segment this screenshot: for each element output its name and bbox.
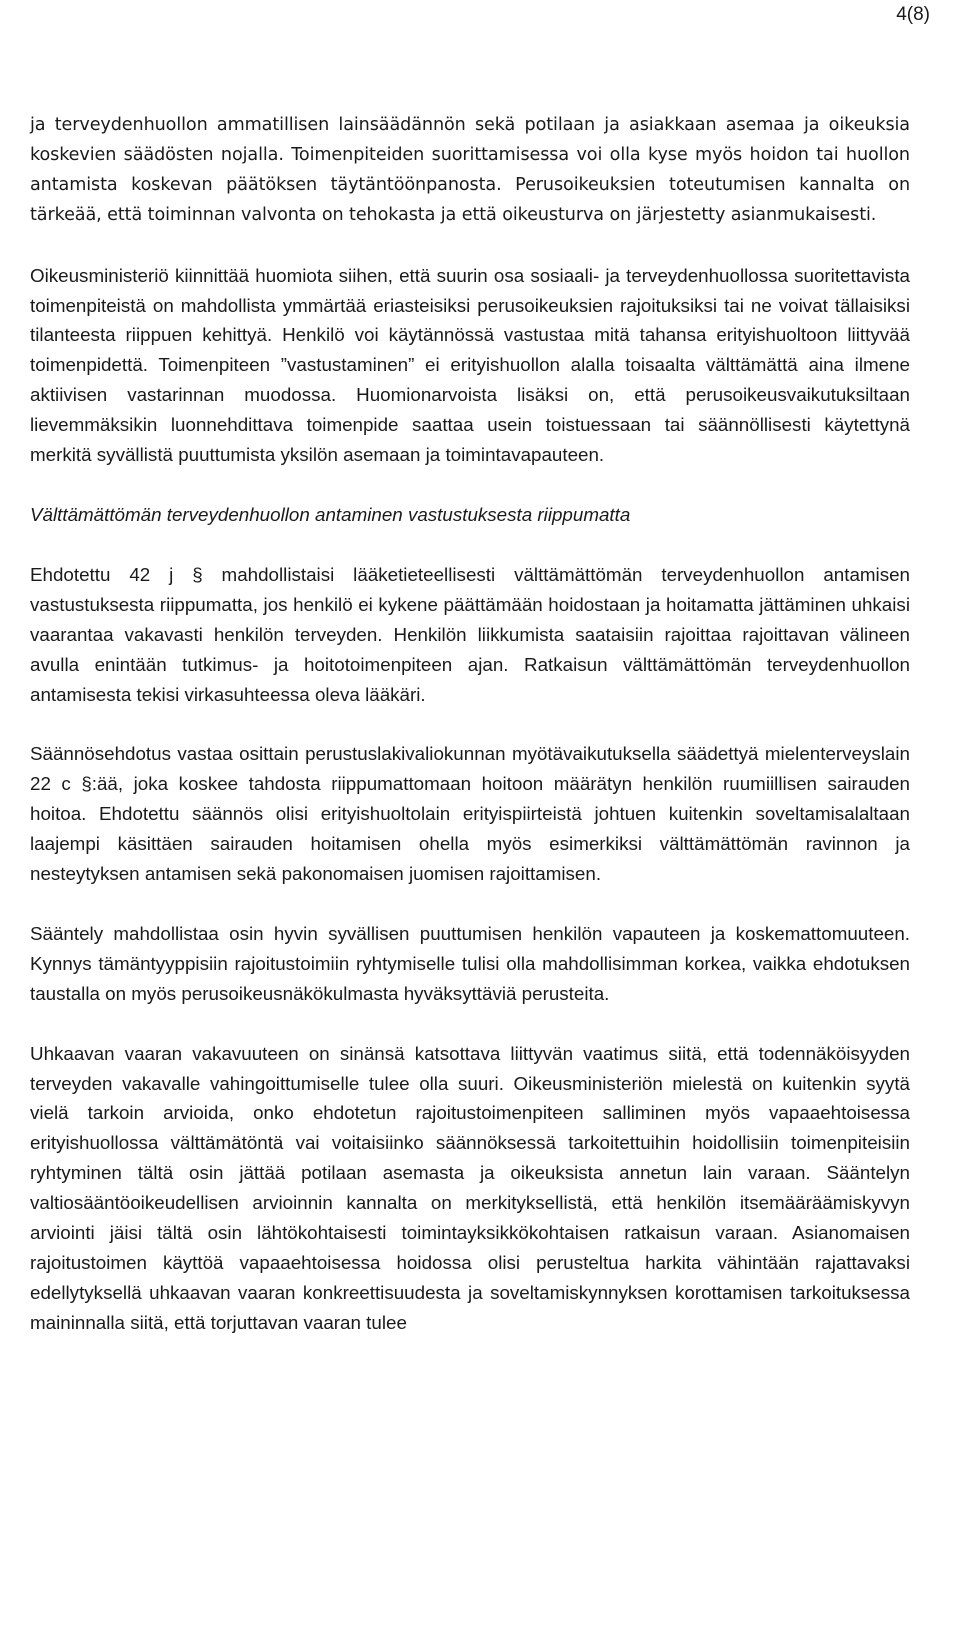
page-number: 4(8) <box>896 4 930 25</box>
paragraph-mental-health-law: Säännösehdotus vastaa osittain perustuslakivaliokunnan myötävaikutuksella säädettyä mielenterveyslain 22 c §:ää, joka koskee tahdosta riippumattomaan hoitoon määrätyn henkilön ruumiillisen sairauden hoitoa. Ehdotettu säännös olisi erityishuoltolain erityispiirteistä johtuen kuitenkin soveltamisalaltaan laajempi käsittäen sairauden hoitamisen ohella myös esimerkiksi välttämättömän ravinnon ja nesteytyksen antamisen sekä pakonomaisen juomisen rajoittamisen. <box>30 743 910 885</box>
section-heading: Välttämättömän terveydenhuollon antaminen vastustuksesta riippumatta <box>30 503 631 525</box>
paragraph-regulation: Sääntely mahdollistaa osin hyvin syvällisen puuttumisen henkilön vapauteen ja koskemattomuuteen. Kynnys tämäntyyppisiin rajoitustoimiin ryhtymiselle tulisi olla mahdollisimman korkea, vaikka ehdotuksen taustalla on myös perusoikeusnäkökulmasta hyväksyttäviä perusteita. <box>30 922 910 1004</box>
paragraph-threat-assessment: Uhkaavan vaaran vakavuuteen on sinänsä katsottava liittyvän vaatimus siitä, että todennäköisyyden terveyden vakavalle vahingoittumiselle tulee olla suuri. Oikeusministeriön mielestä on kuitenkin syytä vielä tarkoin arvioida, onko ehdotetun rajoitustoimenpiteen salliminen myös vapaaehtoisessa erityishuollossa välttämätöntä vai voitaisiinko säännöksessä tarkoitettuihin hoidollisiin toimenpiteisiin ryhtyminen tältä osin jättää potilaan asemasta ja oikeuksista annetun lain varaan. Sääntelyn valtiosääntöoikeudellisen arvioinnin kannalta on merkityksellistä, että henkilön itsemääräämiskyvyn arviointi jäisi tältä osin lähtökohtaisesti toimintayksikkökohtaisen ratkaisun varaan. Asianomaisen rajoitustoimen käyttöä vapaaehtoisessa hoidossa olisi perusteltua harkita vähintään rajattavaksi edellytyksellä uhkaavan vaaran konkreettisuudesta ja soveltamiskynnyksen korottamisen tarkoituksessa maininnalla siitä, että torjuttavan vaaran tulee <box>30 1042 910 1333</box>
paragraph-proposal: Ehdotettu 42 j § mahdollistaisi lääketieteellisesti välttämättömän terveydenhuollon antamisen vastustuksesta riippumatta, jos henkilö ei kykene päättämään hoidostaan ja hoitamatta jättäminen uhkaisi vaarantaa vakavasti henkilön terveyden. Henkilön liikkumista saataisiin rajoittaa rajoittavan välineen avulla enintään tutkimus- ja hoitotoimenpiteen ajan. Ratkaisun välttämättömän terveydenhuollon antamisesta tekisi virkasuhteessa oleva lääkäri. <box>30 563 910 705</box>
paragraph-legislation: ja terveydenhuollon ammatillisen lainsäädännön sekä potilaan ja asiakkaan asemaa ja oikeuksia koskevien säädösten nojalla. Toimenpiteiden suorittamisessa voi olla kyse myös hoidon tai huollon antamista koskevan päätöksen täytäntöönpanosta. Perusoikeuksien toteutumisen kannalta on tärkeää, että toiminnan valvonta on tehokasta ja että oikeusturva on järjestetty asianmukaisesti. <box>30 115 910 225</box>
document-body <box>30 111 910 1338</box>
paragraph-ministry-note: Oikeusministeriö kiinnittää huomiota siihen, että suurin osa sosiaali- ja terveydenhuollossa suoritettavista toimenpiteistä on mahdollista ymmärtää eriasteisiksi perusoikeuksien rajoituksiksi tai ne voivat tällaisiksi tilanteesta riippuen kehittyä. Henkilö voi käytännössä vastustaa mitä tahansa erityishuoltoon liittyvää toimenpidettä. Toimenpiteen ”vastustaminen” ei erityishuollon alalla toisaalta välttämättä aina ilmene aktiivisen vastarinnan muodossa. Huomionarvoista lisäksi on, että perusoikeusvaikutuksiltaan lievemmäksikin luonnehdittava toimenpide saattaa usein toistuessaan tai säännöllisesti käytettynä merkitä syvällistä puuttumista yksilön asemaan ja toimintavapauteen. <box>30 264 910 466</box>
